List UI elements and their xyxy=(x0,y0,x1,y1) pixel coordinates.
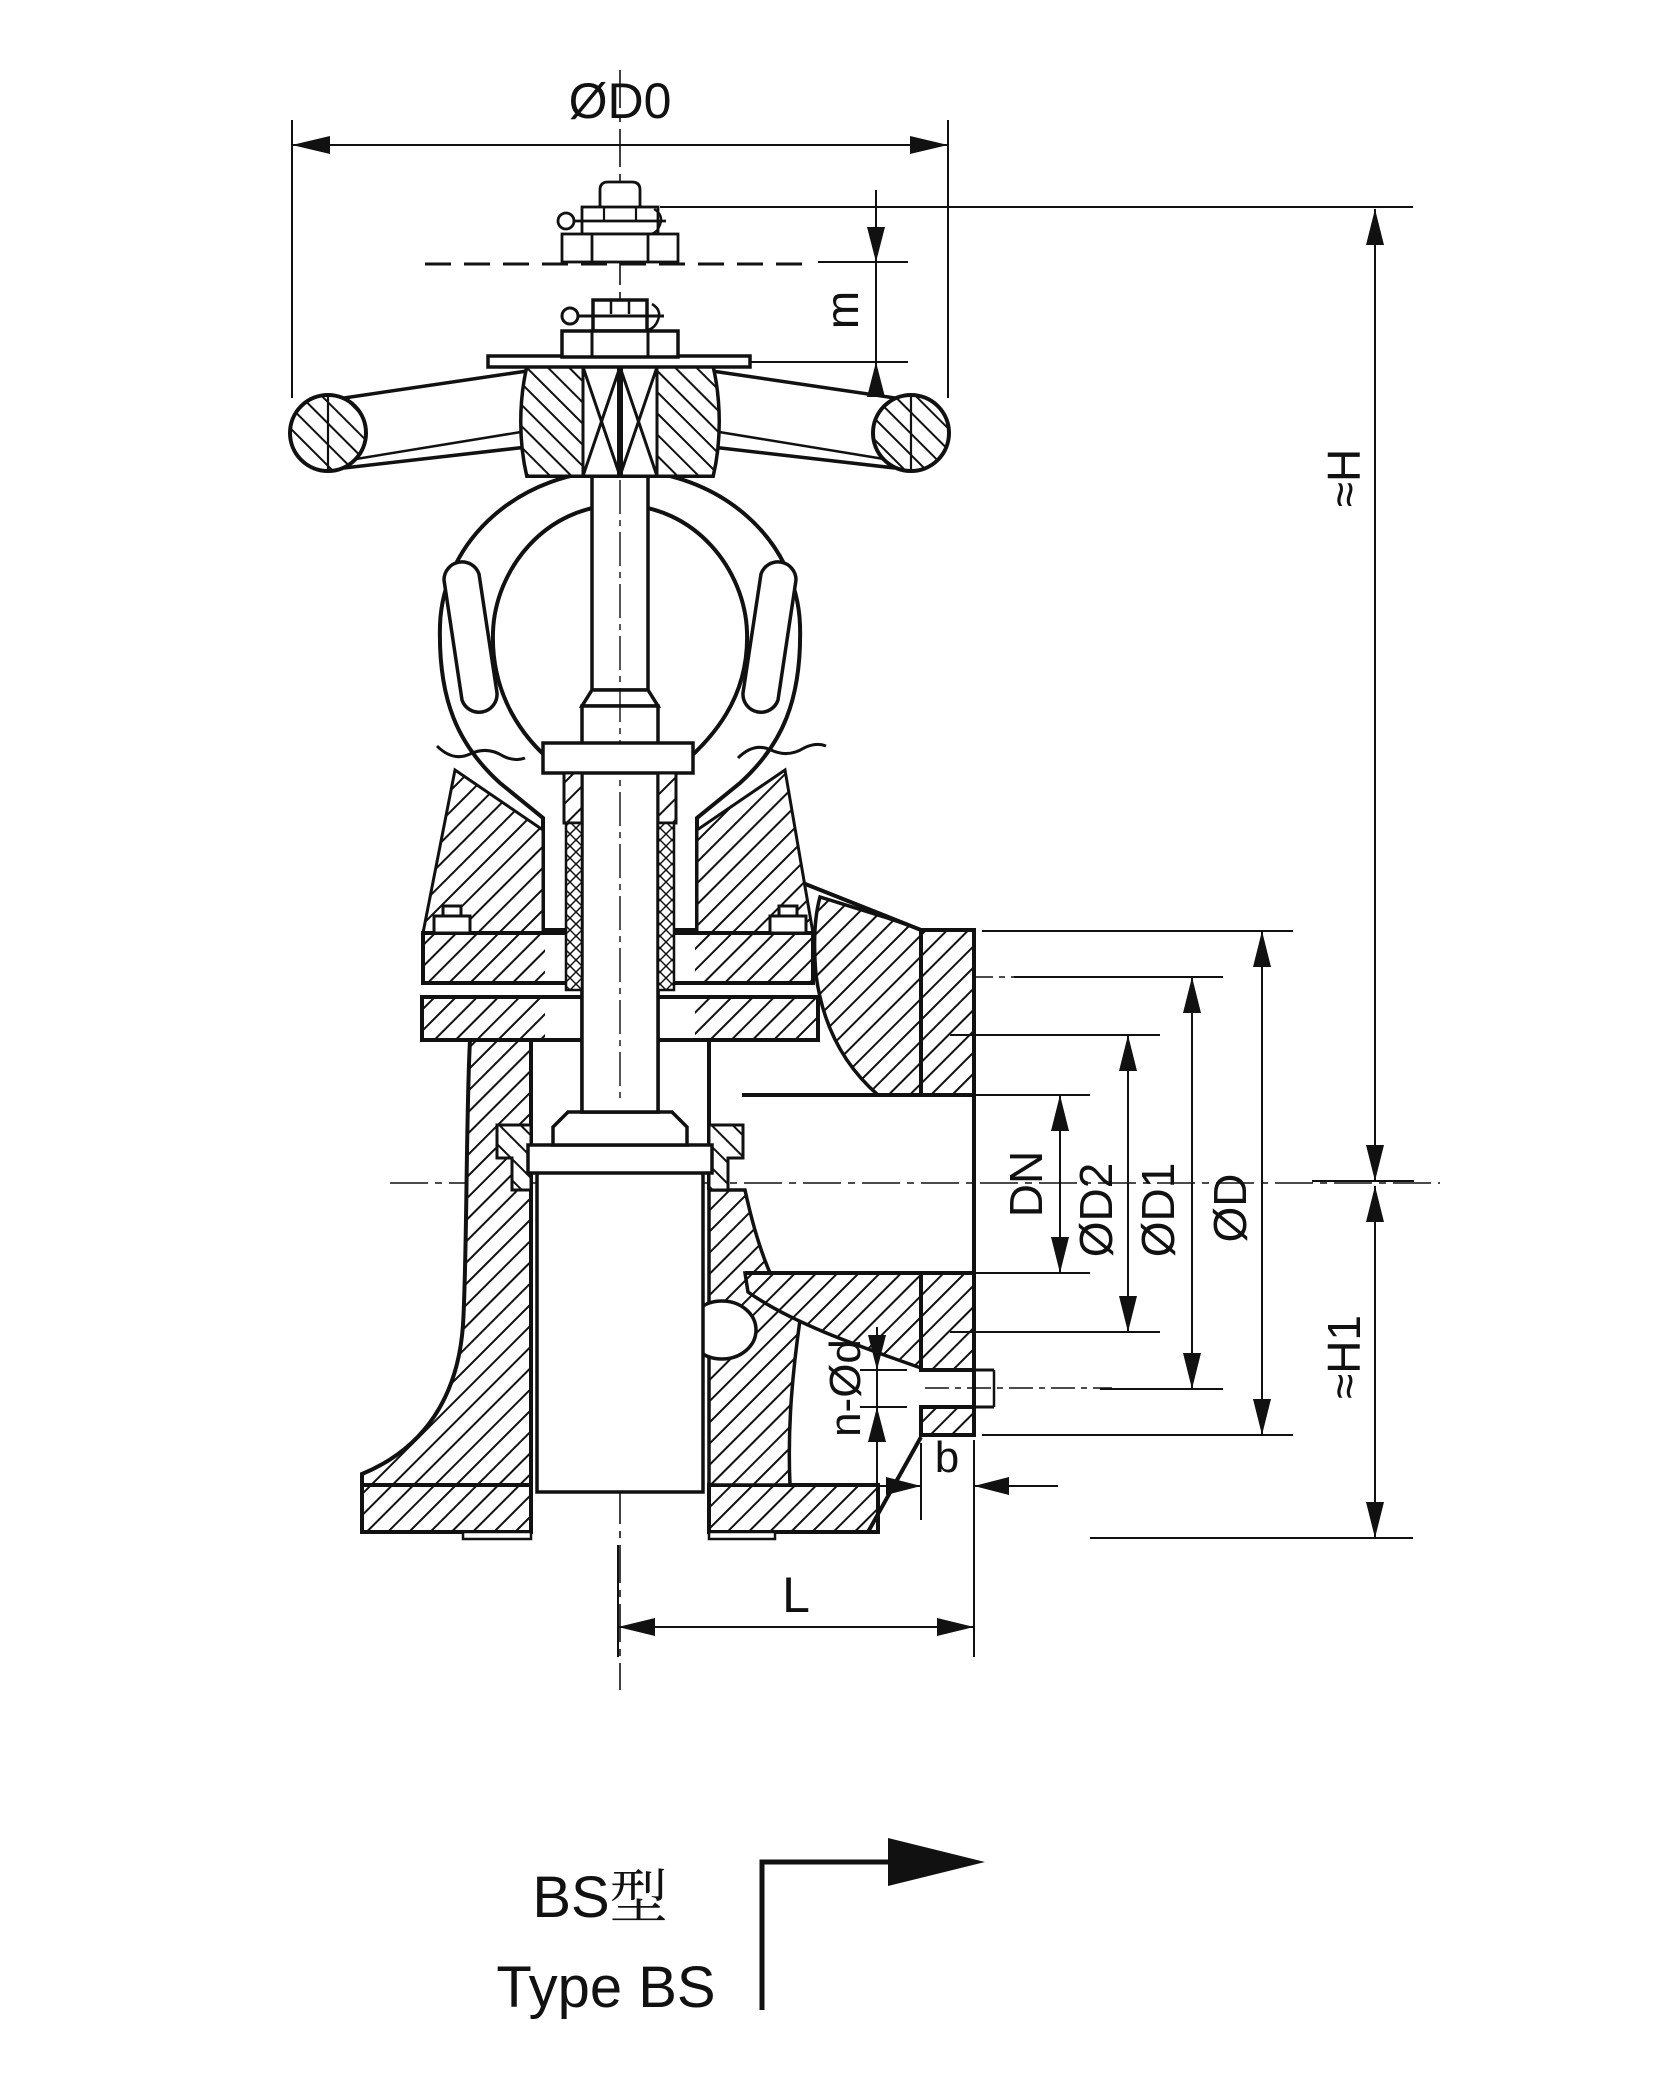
dim-label-d0: ØD0 xyxy=(568,73,672,129)
inlet-flange xyxy=(362,1485,531,1532)
caption-type-en: Type BS xyxy=(496,1955,716,2020)
gland-flange xyxy=(543,743,693,773)
caption-type-cn: BS型 xyxy=(532,1865,668,1930)
hub-section xyxy=(521,367,583,476)
dim-label-h1: ≈H1 xyxy=(1318,1314,1370,1400)
hex-nut-raised xyxy=(562,234,678,262)
packing xyxy=(566,823,582,990)
dim-label-b: b xyxy=(934,1433,960,1482)
packing xyxy=(658,823,674,990)
dim-label-dn: DN xyxy=(1000,1150,1052,1218)
outlet-flange-lower xyxy=(921,1407,974,1435)
gland-follower xyxy=(658,773,676,823)
stem-hex-nut xyxy=(562,331,678,357)
cotter-pin-raised xyxy=(558,213,574,229)
dim-label-d: ØD xyxy=(1204,1173,1256,1243)
dim-label-m: m xyxy=(816,290,868,330)
outlet-flange-upper xyxy=(921,930,974,1095)
dim-label-l: L xyxy=(782,1567,810,1623)
dim-label-h: ≈H xyxy=(1318,448,1370,508)
gland-follower xyxy=(564,773,582,823)
inlet-flange xyxy=(709,1485,878,1532)
dim-label-n-od: n-Ød xyxy=(821,1339,870,1437)
bonnet-bolt-nut xyxy=(434,916,470,933)
hub-section xyxy=(657,367,719,476)
disc-plate xyxy=(528,1145,712,1173)
dim-label-d2: ØD2 xyxy=(1070,1162,1122,1258)
outlet-flange-lower xyxy=(921,1273,974,1370)
disc-skirt xyxy=(537,1171,703,1492)
disc-nut-collar xyxy=(553,1112,687,1145)
stem-over xyxy=(582,476,658,1112)
dim-label-d1: ØD1 xyxy=(1132,1162,1184,1258)
bonnet-bolt-nut xyxy=(770,916,806,933)
cotter-pin xyxy=(562,308,578,324)
